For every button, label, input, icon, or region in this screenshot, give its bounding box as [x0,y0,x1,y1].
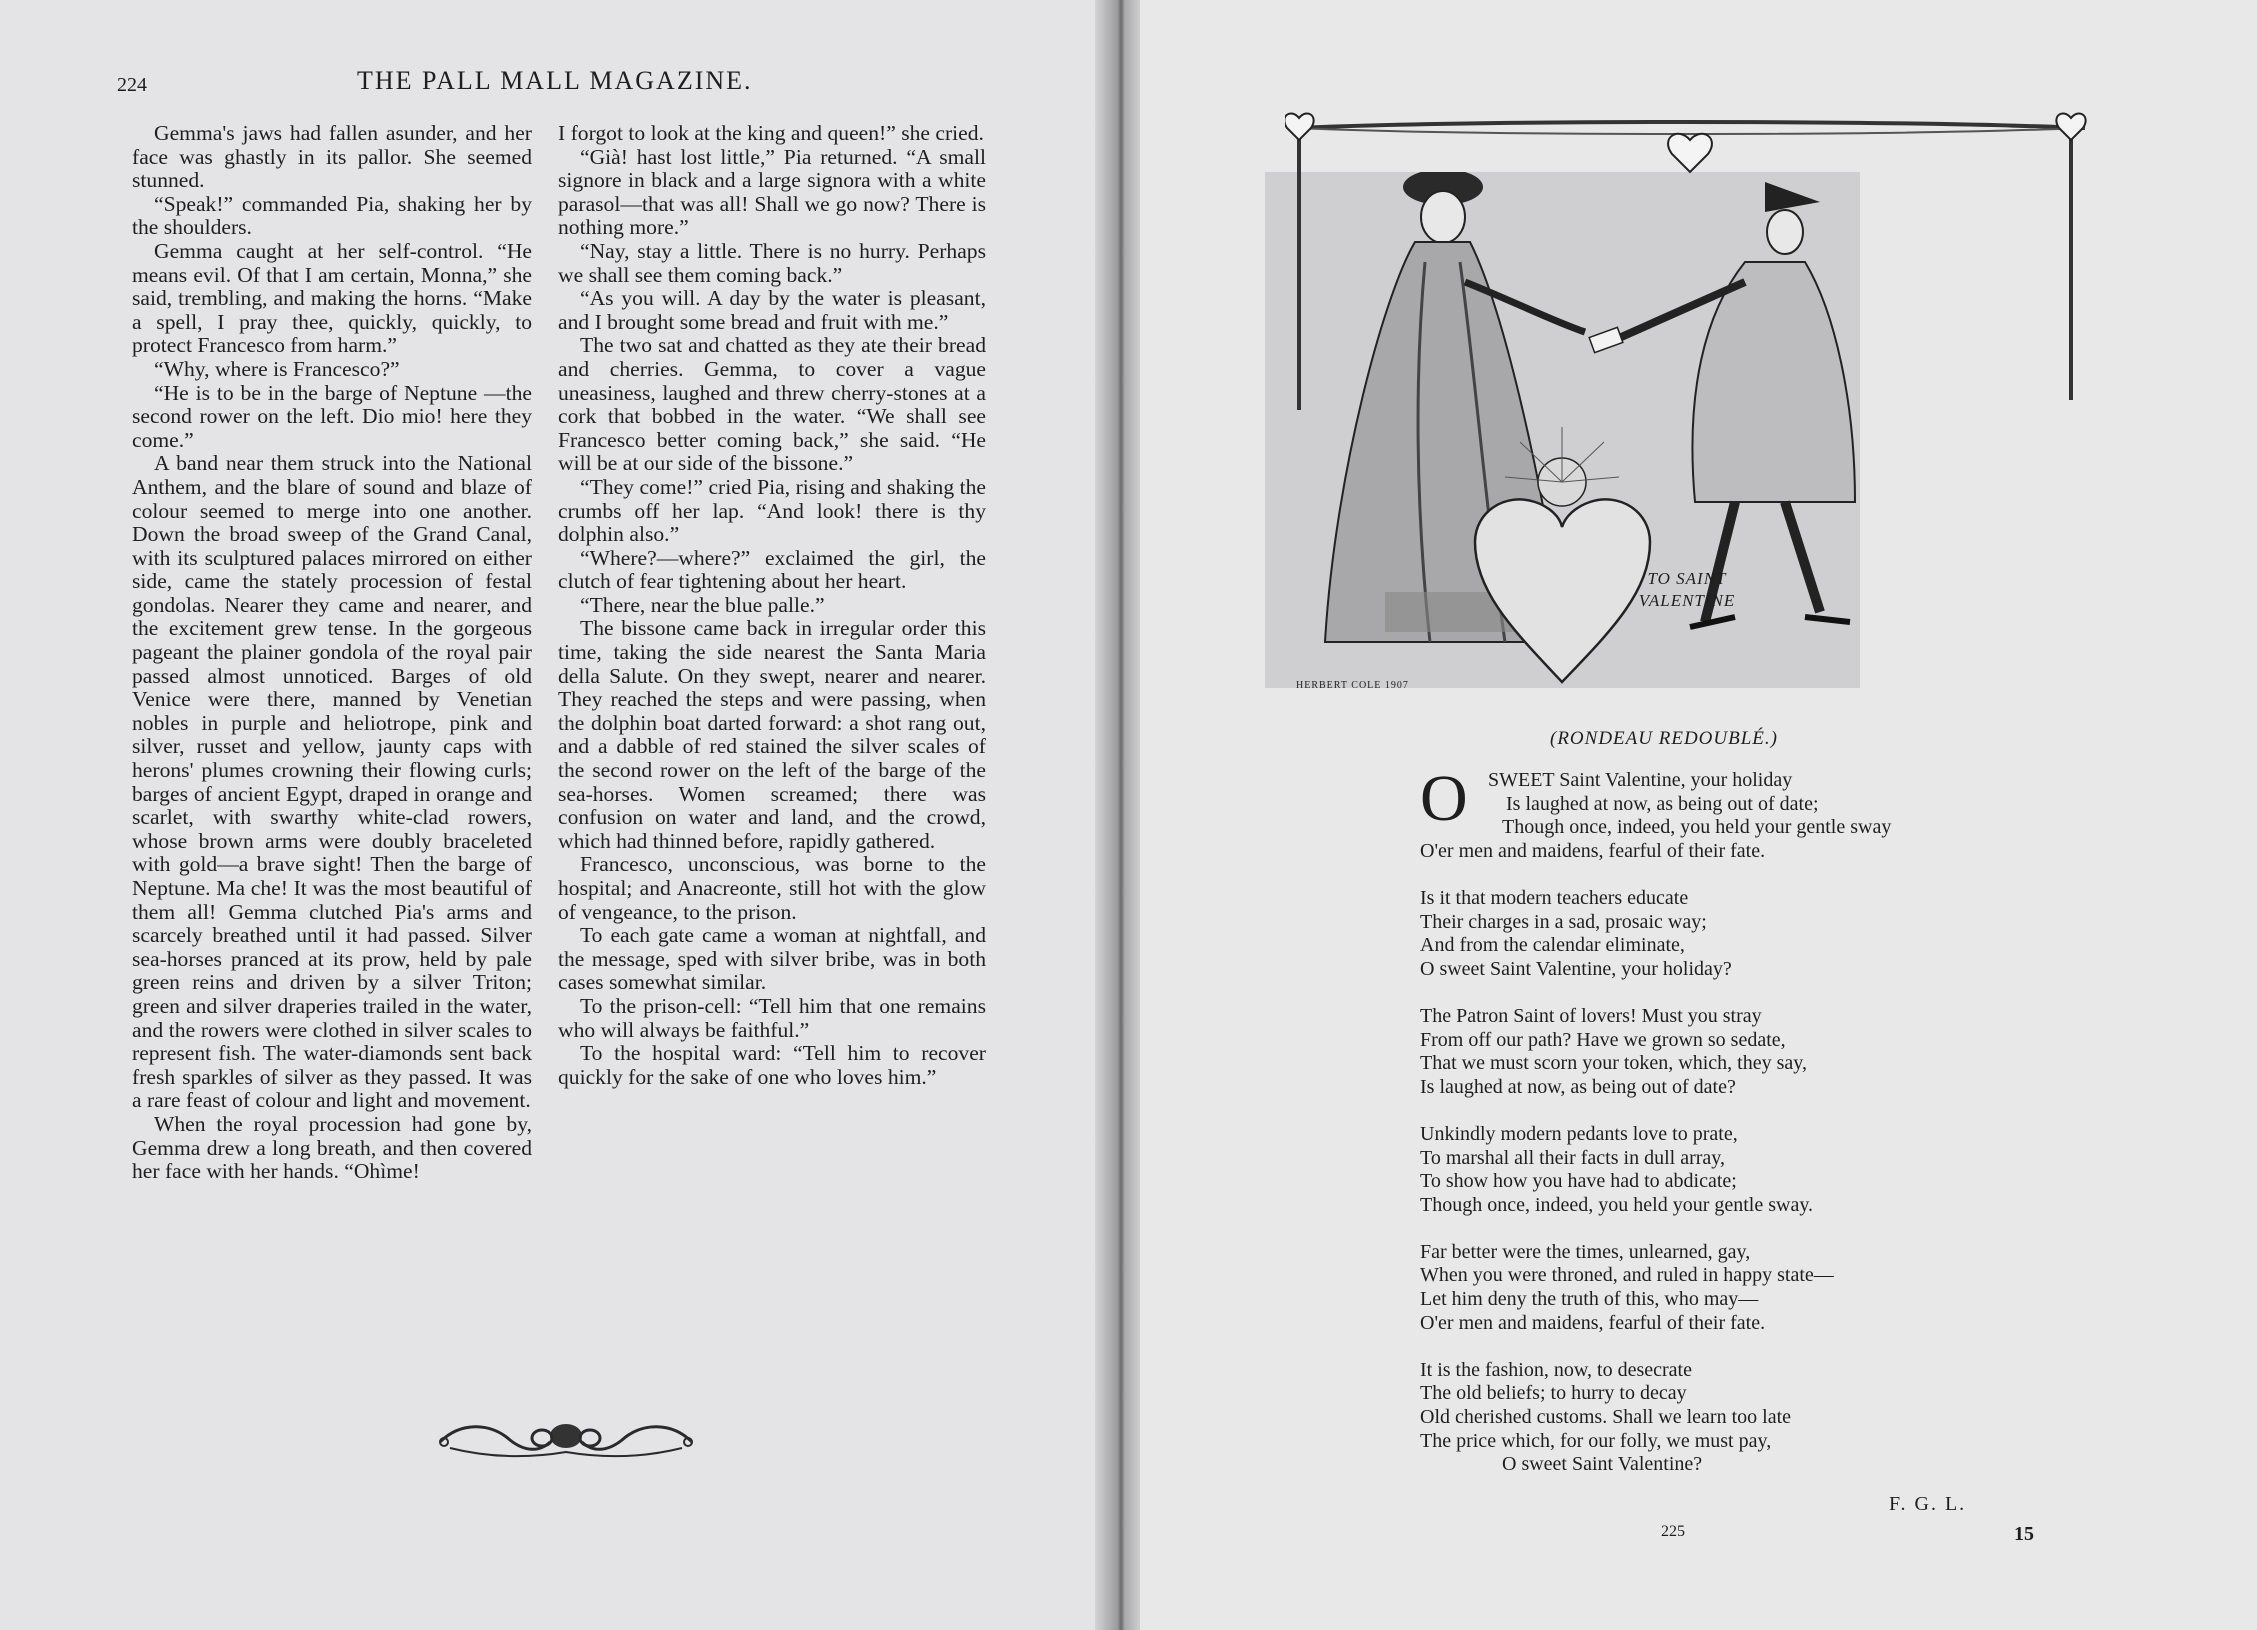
poem-line: To marshal all their facts in dull array, [1420,1146,1725,1169]
paragraph: A band near them struck into the National Anthem, and the blare of sound and blaze of colour seemed to merge into one another. Down the broad sweep of the Grand Canal, with its sculptured palaces mirrored on either side, came the stately procession of festal gondolas. Nearer they came and nearer, and the excitement grew tense. In the gorgeous pageant the plainer gondola of the royal pair passed almost unnoticed. Barges of old Venice were there, manned by Venetian nobles in purple and heliotrope, pink and silver, russet and yellow, jaunty caps with herons' plumes crowning their flowing curls; barges of ancient Egypt, draped in orange and scarlet, with swarthy white-clad rowers, whose brown arms were doubly braceleted with gold—a brave sight! Then the barge of Neptune. Ma che! It was the most beautiful of them all! Gemma clutched Pia's arms and scarcely breathed until it had passed. Silver sea-horses pranced at its prow, held by pale green reins and driven by a silver Triton; green and silver draperies trailed in the water, and the rowers were clothed in silver scales to represent fish. The water-diamonds sent back fresh sparkles of silver as they passed. It was a rare feast of colour and light and movement. [132,451,532,1113]
paragraph: Francesco, unconscious, was borne to the hospital; and Anacreonte, still hot with the glow of vengeance, to the prison. [558,852,986,924]
poem-line: SWEET Saint Valentine, your holiday [1488,769,1793,791]
poem-line: O sweet Saint Valentine? [1502,1453,1703,1476]
poem-line: Unkindly modern pedants love to prate, [1420,1122,1738,1145]
paragraph: I forgot to look at the king and queen!” she cried. [558,121,984,145]
book-gutter [1095,0,1145,1630]
poem-line: O sweet Saint Valentine, your holiday? [1420,957,1732,980]
paragraph: “Nay, stay a little. There is no hurry. Perhaps we shall see them coming back.” [558,238,986,287]
paragraph: The two sat and chatted as they ate their bread and cherries. Gemma, to cover a vague uneasiness, laughed and threw cherry-stones at a cork that bobbed in the water. “We shall see Francesco better coming back,” she said. “He will be at our side of the bissone.” [558,333,986,476]
stanza [1420,1241,2060,1335]
garland-frame [1285,100,2095,430]
poem [1420,769,2060,1500]
poem-line: Far better were the times, unlearned, gay, [1420,1240,1751,1263]
paragraph: “Why, where is Francesco?” [154,356,400,381]
text-column-right [558,122,986,1089]
page-number-right: 225 [1661,1523,1685,1540]
poem-line: Though once, indeed, you held your gentle sway [1502,816,1892,839]
running-head [117,66,997,96]
poem-subtitle: (RONDEAU REDOUBLÉ.) [1550,728,1778,749]
stanza [1420,769,2060,863]
poem-line: That we must scorn your token, which, they say, [1420,1052,1807,1075]
poem-line: Is laughed at now, as being out of date; [1506,792,1819,815]
poem-line: O'er men and maidens, fearful of their fate. [1420,1311,1766,1334]
poem-line: Old cherished customs. Shall we learn too late [1420,1406,1792,1429]
tailpiece-ornament [430,1412,702,1464]
paragraph: “He is to be in the barge of Neptune —the second rower on the left. Dio mio! here they come.” [132,380,532,452]
paragraph: To the hospital ward: “Tell him to recover quickly for the sake of one who loves him.” [558,1041,986,1089]
heart-inscription-line: VALENTINE [1638,591,1736,610]
stanza [1420,1005,2060,1099]
poem-line: And from the calendar eliminate, [1420,934,1685,957]
artist-signature: HERBERT COLE 1907 [1296,680,1409,691]
poem-line: It is the fashion, now, to desecrate [1420,1358,1692,1381]
paragraph: “Speak!” commanded Pia, shaking her by the shoulders. [132,191,532,240]
paragraph: “Where?—where?” exclaimed the girl, the clutch of fear tightening about her heart. [558,545,986,594]
poem-line: Is it that modern teachers educate [1420,886,1689,909]
poem-line: Though once, indeed, you held your gentle sway. [1420,1193,1814,1216]
stanza [1420,887,2060,981]
poem-line: Let him deny the truth of this, who may— [1420,1288,1759,1311]
poem-line: Their charges in a sad, prosaic way; [1420,910,1707,933]
heart-inscription [1617,568,1757,612]
paragraph: The bissone came back in irregular order this time, taking the side nearest the Santa Maria della Salute. On they swept, nearer and nearer. They reached the steps and were passing, when the dolphin boat darted forward: a shot rang out, and a dabble of red stained the silver scales of the second rower on the left of the barge of the sea-horses. Women screamed; there was confusion on water and land, and the crowd, which had thinned before, rapidly gathered. [558,616,986,853]
poem-line: When you were throned, and ruled in happy state— [1420,1264,1834,1287]
poem-line: O'er men and maidens, fearful of their fate. [1420,839,1766,862]
paragraph: When the royal procession had gone by, Gemma drew a long breath, and then covered her face with her hands. “Ohìme! [132,1111,532,1184]
paragraph: Gemma's jaws had fallen asunder, and her face was ghastly in its pallor. She seemed stunned. [132,121,532,193]
poem-line: The Patron Saint of lovers! Must you stray [1420,1004,1762,1027]
paragraph: Gemma caught at her self-control. “He means evil. Of that I am certain, Monna,” she said, trembling, and making the horns. “Make a spell, I pray thee, quickly, quickly, to protect Francesco from harm.” [132,238,532,358]
author-initials: F. G. L. [1889,1493,1967,1515]
paragraph: “Già! hast lost little,” Pia returned. “A small signore in black and a large signora with a white parasol—that was all! Shall we go now? There is nothing more.” [558,144,986,240]
text-column-left [132,122,532,1184]
page-number-left: 224 [117,74,147,96]
paragraph: “They come!” cried Pia, rising and shaking the crumbs off her lap. “And look! there is thy dolphin also.” [558,474,986,547]
signature-mark: 15 [2014,1523,2034,1545]
poem-line: To show how you have had to abdicate; [1420,1170,1737,1193]
drop-cap: O [1420,762,1468,835]
left-page [0,0,1105,1630]
poem-line: The price which, for our folly, we must pay, [1420,1429,1772,1452]
heart-inscription-line: TO SAINT [1647,569,1727,588]
paragraph: “There, near the blue palle.” [580,592,825,617]
poem-line: From off our path? Have we grown so sedate, [1420,1028,1786,1051]
paragraph: To each gate came a woman at nightfall, and the message, sped with silver bribe, was in both cases somewhat similar. [558,923,986,995]
stanza [1420,1123,2060,1217]
paragraph: “As you will. A day by the water is pleasant, and I brought some bread and fruit with me.” [558,286,986,334]
paragraph: To the prison-cell: “Tell him that one remains who will always be faithful.” [558,993,986,1042]
poem-line: The old beliefs; to hurry to decay [1420,1382,1687,1405]
magazine-title: THE PALL MALL MAGAZINE. [357,66,753,95]
stanza [1420,1359,2060,1477]
poem-line: Is laughed at now, as being out of date? [1420,1075,1736,1098]
